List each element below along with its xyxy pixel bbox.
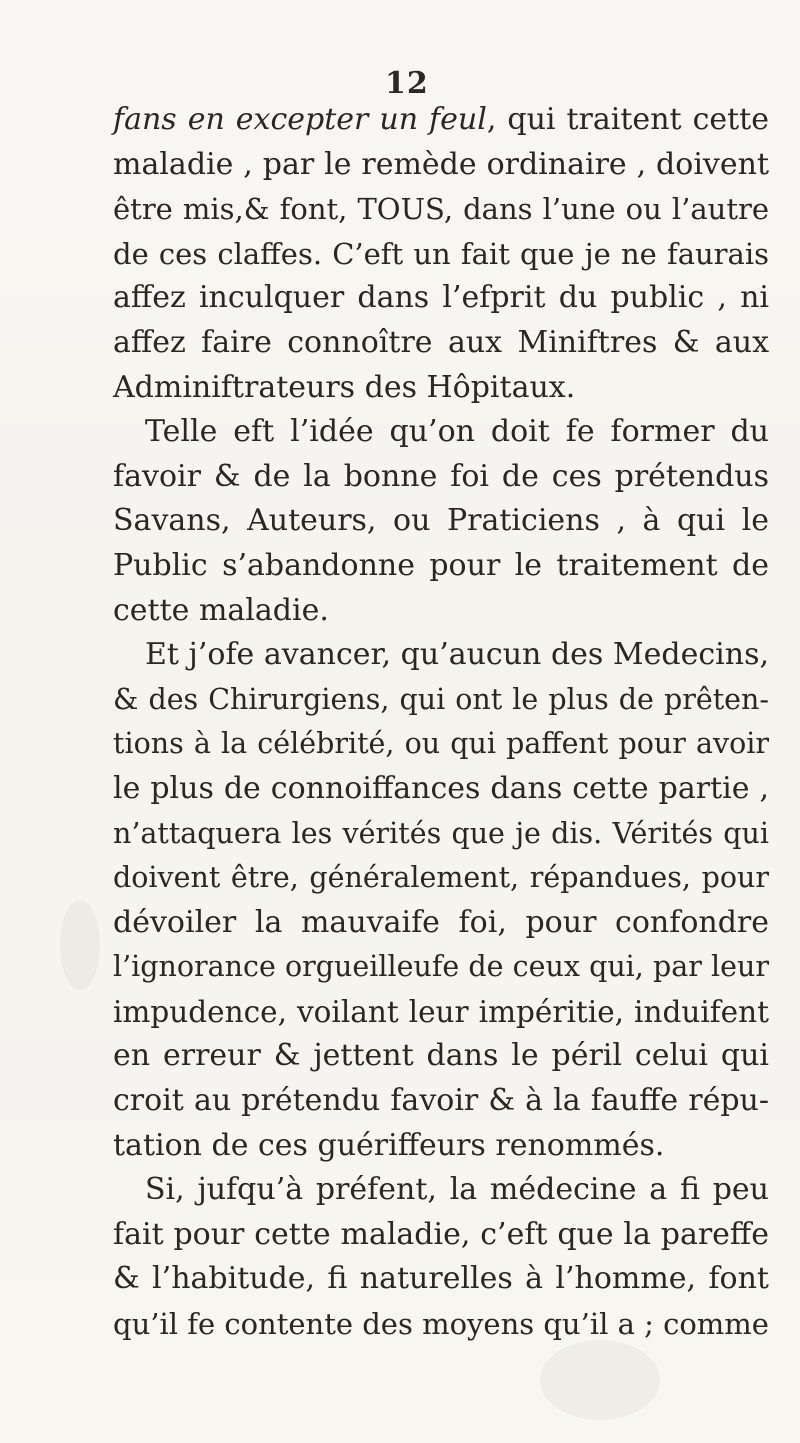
- text-line: tation de ces guériffeurs renommés.: [113, 1127, 665, 1163]
- text-line: Adminiftrateurs des Hôpitaux.: [113, 369, 576, 405]
- page-number: 12: [385, 66, 429, 101]
- text-line: Et j’ofe avancer, qu’aucun des Medecins,: [145, 637, 769, 673]
- body-text: [113, 98, 769, 1347]
- text-line: le plus de connoiffances dans cette partie ,: [113, 770, 769, 806]
- text-line: croit au prétendu favoir & à la fauffe répu-: [113, 1083, 769, 1119]
- text-line: qu’il fe contente des moyens qu’il a ; comme: [113, 1307, 769, 1342]
- text-line: l’ignorance orgueilleufe de ceux qui, par leur: [113, 950, 769, 984]
- text-line: tions à la célébrité, ou qui paffent pour avoir: [113, 727, 769, 761]
- text-line: [113, 98, 769, 143]
- text-line-rest: , qui traitent cette: [486, 102, 769, 137]
- text-line: affez faire connoître aux Miniftres & aux: [113, 324, 769, 360]
- paper-stain: [540, 1340, 660, 1420]
- text-line: doivent être, généralement, répandues, pour: [113, 861, 769, 895]
- text-line: Public s’abandonne pour le traitement de: [113, 547, 769, 583]
- text-line: favoir & de la bonne foi de ces prétendus: [113, 458, 769, 494]
- text-line: & l’habitude, fi naturelles à l’homme, font: [113, 1261, 769, 1297]
- text-line: Si, jufqu’à préfent, la médecine a fi peu: [145, 1172, 769, 1208]
- text-line: maladie , par le remède ordinaire , doivent: [113, 146, 769, 182]
- text-line: impudence, voilant leur impéritie, induifent: [113, 994, 769, 1029]
- text-line: & des Chirurgiens, qui ont le plus de prêten-: [113, 682, 769, 716]
- text-line: fait pour cette maladie, c’eft que la pareffe: [113, 1216, 769, 1252]
- text-line: Savans, Auteurs, ou Praticiens , à qui le: [113, 503, 769, 539]
- text-line: affez inculquer dans l’efprit du public , ni: [113, 280, 769, 316]
- italic-phrase: fans en excepter un feul: [113, 102, 487, 137]
- text-line: n’attaquera les vérités que je dis. Vérités qui: [113, 816, 769, 850]
- paper-stain: [60, 900, 100, 990]
- text-line: cette maladie.: [113, 592, 329, 628]
- text-line: de ces claffes. C’eft un fait que je ne faurais: [113, 236, 769, 271]
- text-line: être mis,& font, TOUS, dans l’une ou l’autre: [113, 192, 769, 227]
- text-line: en erreur & jettent dans le péril celui qui: [113, 1038, 769, 1074]
- text-line: Telle eft l’idée qu’on doit fe former du: [145, 414, 769, 450]
- text-line: dévoiler la mauvaife foi, pour confondre: [113, 904, 769, 940]
